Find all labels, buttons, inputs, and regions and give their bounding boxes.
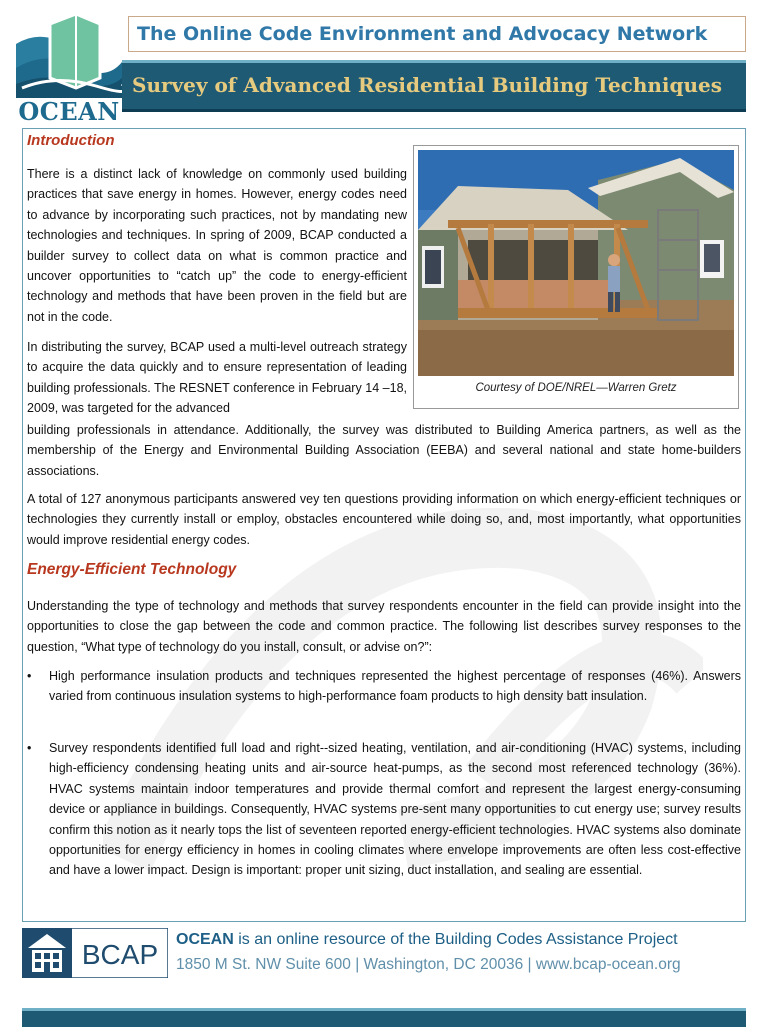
house-under-construction-photo xyxy=(418,150,734,376)
network-title: The Online Code Environment and Advocacy Network xyxy=(137,23,708,45)
bcap-logo xyxy=(22,928,168,978)
footer-address: 1850 M St. NW Suite 600 | Washington, DC 20036 | www.bcap-ocean.org xyxy=(176,956,681,973)
energy-efficient-technology-heading: Energy-Efficient Technology xyxy=(27,561,237,578)
house-photo-frame xyxy=(413,145,739,409)
footer-org-name: OCEAN xyxy=(176,931,234,948)
photo-caption: Courtesy of DOE/NREL—Warren Gretz xyxy=(475,382,677,394)
technology-intro-paragraph: Understanding the type of technology and methods that survey respondents encounter in the field can provide insight into the opportunities to close the gap between the code and common practice. The following list describes survey responses to the question, “What type of technology do you install, consult, or advise on?”: xyxy=(27,599,741,654)
survey-title-band xyxy=(122,60,746,112)
bullet-marker: • xyxy=(27,669,32,683)
intro-paragraph-1: There is a distinct lack of knowledge on commonly used building practices that save energy in homes. However, energy codes need to advance by incorporating such practices, not by mandating new technologies and techniques. In spring of 2009, BCAP conducted a builder survey to collect data on what is common practice and uncover opportunities to “catch up” the code to energy-efficient technology and methods that have been proven in the field but are not in the code. xyxy=(27,167,407,324)
bcap-logo-graphic xyxy=(22,928,168,978)
footer-bar xyxy=(22,1008,746,1027)
bullet-insulation: High performance insulation products and techniques represented the highest percentage of responses (46%). Answers varied from continuous insulation systems to high-performance foam products to high density batt insulation. xyxy=(49,669,741,704)
bullet-marker: • xyxy=(27,741,32,755)
intro-paragraph-2-wrapped: In distributing the survey, BCAP used a multi-level outreach strategy to acquire the data quickly and to ensure representation of leading building professionals. The RESNET conference in February 14 –18, 2009, was targeted for the advanced xyxy=(27,340,407,416)
content-frame xyxy=(22,128,746,922)
introduction-heading: Introduction xyxy=(27,132,115,149)
ocean-logo xyxy=(16,14,122,126)
network-title-box xyxy=(128,16,746,52)
intro-paragraph-2-continued: building professionals in attendance. Additionally, the survey was distributed to Building America partners, as well as the membership of the Energy and Environmental Building Association (EEBA) and several national and state home-builders associations. xyxy=(27,423,741,478)
bullet-hvac: Survey respondents identified full load and right-‐sized heating, ventilation, and air-conditioning (HVAC) systems, including high-efficiency condensing heating units and air-source heat-pumps, as the second most referenced technology (36%). HVAC systems maintain indoor temperatures and provide thermal comfort and represent the largest energy-consuming device or appliance in buildings. Consequently, HVAC systems pre-sent many opportunities to cut energy use; survey results confirm this notion as it nearly tops the list of seventeen reported energy-efficient technologies. HVAC systems also dominate opportunities for energy efficiency in homes in cooling climates where envelope improvements are often less cost-effective and have a lower impact. Design is important: proper unit sizing, duct installation, and sealing are essential. xyxy=(49,741,741,878)
footer-tagline xyxy=(176,931,746,949)
ocean-logo-graphic xyxy=(16,14,122,98)
survey-title: Survey of Advanced Residential Building Techniques xyxy=(132,73,723,97)
footer-tagline-text: is an online resource of the Building Codes Assistance Project xyxy=(238,931,678,948)
ocean-logo-text: OCEAN xyxy=(18,97,120,126)
intro-paragraph-3: A total of 127 anonymous participants answered vey ten questions providing information on which energy-efficient techniques or technologies they currently install or employ, obstacles encountered while doing so, and, most importantly, what opportunities would improve residential energy codes. xyxy=(27,492,741,547)
bcap-logo-text: BCAP xyxy=(81,939,159,970)
